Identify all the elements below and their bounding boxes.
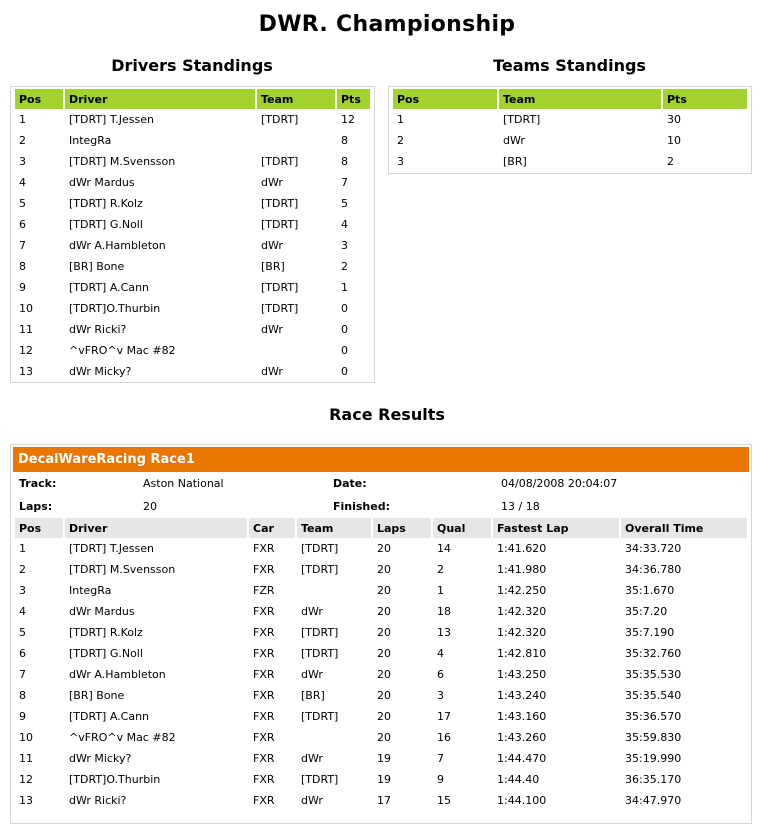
team-cell: [TDRT]	[261, 281, 299, 294]
date-value: 04/08/2008 20:04:07	[501, 477, 618, 490]
date-label: Date:	[333, 477, 367, 490]
teams-standings-title: Teams Standings	[493, 56, 646, 75]
pos-cell: 1	[19, 113, 26, 126]
pts-cell: 0	[341, 302, 348, 315]
track-label: Track:	[19, 477, 57, 490]
race-info-row	[15, 472, 747, 495]
qual-cell: 13	[437, 626, 451, 639]
col-header-pts: Pts	[663, 89, 747, 109]
qual-cell: 1	[437, 584, 444, 597]
laps-cell: 20	[377, 563, 391, 576]
driver-cell: [TDRT] T.Jessen	[69, 113, 154, 126]
car-cell: FXR	[253, 647, 275, 660]
overall-time-cell: 35:7.20	[625, 605, 668, 618]
team-cell: [TDRT]	[301, 647, 339, 660]
overall-time-cell: 35:19.990	[625, 752, 682, 765]
car-cell: FZR	[253, 584, 275, 597]
driver-cell: [TDRT] R.Kolz	[69, 197, 143, 210]
team-cell: dWr	[261, 323, 283, 336]
table-row	[15, 559, 747, 580]
pos-cell: 7	[19, 239, 26, 252]
driver-cell: dWr Micky?	[69, 752, 132, 765]
car-cell: FXR	[253, 794, 275, 807]
pos-cell: 4	[19, 605, 26, 618]
driver-cell: [TDRT] G.Noll	[69, 218, 143, 231]
car-cell: FXR	[253, 710, 275, 723]
col-header-team: Team	[297, 518, 371, 538]
qual-cell: 4	[437, 647, 444, 660]
car-cell: FXR	[253, 605, 275, 618]
fastest-lap-cell: 1:42.320	[497, 626, 547, 639]
laps-cell: 20	[377, 731, 391, 744]
qual-cell: 14	[437, 542, 451, 555]
pts-cell: 3	[341, 239, 348, 252]
driver-cell: [TDRT] M.Svensson	[69, 563, 176, 576]
qual-cell: 3	[437, 689, 444, 702]
pos-cell: 5	[19, 197, 26, 210]
teams-standings-table	[391, 89, 749, 172]
fastest-lap-cell: 1:43.250	[497, 668, 547, 681]
table-row	[15, 277, 370, 298]
pts-cell: 1	[341, 281, 348, 294]
driver-cell: IntegRa	[69, 134, 112, 147]
driver-cell: [TDRT] R.Kolz	[69, 626, 143, 639]
qual-cell: 17	[437, 710, 451, 723]
team-cell: [TDRT]	[261, 302, 299, 315]
pos-cell: 11	[19, 323, 33, 336]
driver-cell: dWr Mardus	[69, 605, 135, 618]
pos-cell: 2	[19, 134, 26, 147]
race-results-table	[13, 518, 749, 811]
col-header-driver: Driver	[65, 89, 255, 109]
overall-time-cell: 35:59.830	[625, 731, 682, 744]
team-cell: [TDRT]	[301, 542, 339, 555]
fastest-lap-cell: 1:43.240	[497, 689, 547, 702]
table-row	[15, 130, 370, 151]
team-cell: [TDRT]	[301, 626, 339, 639]
fastest-lap-cell: 1:42.320	[497, 605, 547, 618]
driver-cell: [BR] Bone	[69, 260, 125, 273]
col-header-qual: Qual	[433, 518, 491, 538]
laps-cell: 19	[377, 752, 391, 765]
driver-cell: [TDRT] A.Cann	[69, 710, 150, 723]
table-row	[15, 151, 370, 172]
pos-cell: 3	[19, 584, 26, 597]
qual-cell: 2	[437, 563, 444, 576]
team-cell: dWr	[261, 176, 283, 189]
team-cell: dWr	[301, 605, 323, 618]
fastest-lap-cell: 1:41.620	[497, 542, 547, 555]
laps-cell: 20	[377, 584, 391, 597]
table-row	[15, 643, 747, 664]
driver-cell: dWr Micky?	[69, 365, 132, 378]
table-row	[15, 538, 747, 559]
team-cell: dWr	[261, 239, 283, 252]
pts-cell: 2	[341, 260, 348, 273]
laps-cell: 20	[377, 710, 391, 723]
col-header-pos: Pos	[393, 89, 497, 109]
laps-cell: 20	[377, 647, 391, 660]
car-cell: FXR	[253, 731, 275, 744]
table-row	[15, 769, 747, 790]
pts-cell: 0	[341, 323, 348, 336]
overall-time-cell: 34:33.720	[625, 542, 682, 555]
table-row	[15, 664, 747, 685]
pts-cell: 12	[341, 113, 355, 126]
fastest-lap-cell: 1:44.40	[497, 773, 540, 786]
table-row	[15, 748, 747, 769]
pts-cell: 0	[341, 344, 348, 357]
pos-cell: 10	[19, 302, 33, 315]
table-row	[15, 340, 370, 361]
team-cell: dWr	[301, 752, 323, 765]
fastest-lap-cell: 1:43.160	[497, 710, 547, 723]
laps-value: 20	[143, 500, 157, 513]
driver-cell: dWr A.Hambleton	[69, 668, 166, 681]
overall-time-cell: 35:35.530	[625, 668, 682, 681]
pts-cell: 2	[667, 155, 674, 168]
car-cell: FXR	[253, 689, 275, 702]
table-row	[15, 685, 747, 706]
col-header-team: Team	[499, 89, 661, 109]
drivers-standings-table	[13, 89, 372, 382]
team-cell: [TDRT]	[261, 155, 299, 168]
pts-cell: 7	[341, 176, 348, 189]
qual-cell: 18	[437, 605, 451, 618]
qual-cell: 9	[437, 773, 444, 786]
fastest-lap-cell: 1:42.250	[497, 584, 547, 597]
table-row	[15, 319, 370, 340]
pos-cell: 12	[19, 773, 33, 786]
pos-cell: 1	[19, 542, 26, 555]
table-row	[15, 790, 747, 811]
teams-standings-body	[393, 109, 747, 172]
pos-cell: 6	[19, 218, 26, 231]
fastest-lap-cell: 1:44.470	[497, 752, 547, 765]
table-header-row	[15, 518, 747, 538]
overall-time-cell: 35:36.570	[625, 710, 682, 723]
team-cell: [BR]	[301, 689, 325, 702]
driver-cell: [TDRT] A.Cann	[69, 281, 150, 294]
table-row	[393, 151, 747, 172]
qual-cell: 15	[437, 794, 451, 807]
laps-label: Laps:	[19, 500, 53, 513]
pos-cell: 1	[397, 113, 404, 126]
team-cell: dWr	[503, 134, 525, 147]
team-cell: [TDRT]	[503, 113, 541, 126]
fastest-lap-cell: 1:42.810	[497, 647, 547, 660]
driver-cell: [TDRT]O.Thurbin	[69, 302, 161, 315]
team-cell: [TDRT]	[261, 197, 299, 210]
table-row	[15, 727, 747, 748]
driver-cell: dWr A.Hambleton	[69, 239, 166, 252]
qual-cell: 7	[437, 752, 444, 765]
pts-cell: 30	[667, 113, 681, 126]
car-cell: FXR	[253, 752, 275, 765]
team-cell: [TDRT]	[301, 563, 339, 576]
table-row	[393, 130, 747, 151]
race-name: DecalWareRacing Race1	[13, 447, 749, 472]
overall-time-cell: 34:36.780	[625, 563, 682, 576]
table-header-row	[393, 89, 747, 109]
pos-cell: 9	[19, 710, 26, 723]
table-row	[15, 172, 370, 193]
pts-cell: 10	[667, 134, 681, 147]
team-cell	[257, 130, 335, 151]
overall-time-cell: 36:35.170	[625, 773, 682, 786]
laps-cell: 20	[377, 542, 391, 555]
driver-cell: ^vFRO^v Mac #82	[69, 344, 176, 357]
laps-cell: 17	[377, 794, 391, 807]
race-results-panel	[10, 444, 752, 824]
col-header-driver: Driver	[65, 518, 247, 538]
overall-time-cell: 35:32.760	[625, 647, 682, 660]
team-cell: dWr	[301, 668, 323, 681]
pts-cell: 8	[341, 155, 348, 168]
overall-time-cell: 34:47.970	[625, 794, 682, 807]
driver-cell: [TDRT]O.Thurbin	[69, 773, 161, 786]
drivers-standings-title: Drivers Standings	[111, 56, 273, 75]
laps-cell: 20	[377, 626, 391, 639]
table-row	[15, 235, 370, 256]
table-row	[15, 622, 747, 643]
race-results-title: Race Results	[329, 405, 445, 424]
drivers-standings-panel	[10, 86, 375, 383]
finished-label: Finished:	[333, 500, 390, 513]
pos-cell: 8	[19, 260, 26, 273]
col-header-team: Team	[257, 89, 335, 109]
pos-cell: 3	[19, 155, 26, 168]
col-header-laps: Laps	[373, 518, 431, 538]
pos-cell: 12	[19, 344, 33, 357]
table-row	[393, 109, 747, 130]
overall-time-cell: 35:1.670	[625, 584, 675, 597]
col-header-car: Car	[249, 518, 295, 538]
laps-cell: 19	[377, 773, 391, 786]
race-info-table	[13, 472, 749, 518]
race-info-row	[15, 495, 747, 518]
driver-cell: [TDRT] T.Jessen	[69, 542, 154, 555]
pts-cell: 8	[341, 134, 348, 147]
team-cell: [TDRT]	[261, 218, 299, 231]
overall-time-cell: 35:35.540	[625, 689, 682, 702]
team-cell: dWr	[261, 365, 283, 378]
driver-cell: dWr Ricki?	[69, 323, 127, 336]
team-cell	[257, 340, 335, 361]
team-cell: dWr	[301, 794, 323, 807]
driver-cell: [TDRT] M.Svensson	[69, 155, 176, 168]
team-cell: [TDRT]	[301, 710, 339, 723]
car-cell: FXR	[253, 626, 275, 639]
teams-standings-panel	[388, 86, 752, 174]
table-row	[15, 193, 370, 214]
pos-cell: 7	[19, 668, 26, 681]
race-results-body	[15, 538, 747, 811]
fastest-lap-cell: 1:41.980	[497, 563, 547, 576]
fastest-lap-cell: 1:43.260	[497, 731, 547, 744]
pos-cell: 6	[19, 647, 26, 660]
table-header-row	[15, 89, 370, 109]
col-header-pos: Pos	[15, 89, 63, 109]
driver-cell: dWr Mardus	[69, 176, 135, 189]
pts-cell: 0	[341, 365, 348, 378]
car-cell: FXR	[253, 563, 275, 576]
table-row	[15, 256, 370, 277]
team-cell: [BR]	[503, 155, 527, 168]
laps-cell: 20	[377, 605, 391, 618]
car-cell: FXR	[253, 668, 275, 681]
track-value: Aston National	[143, 477, 224, 490]
pos-cell: 9	[19, 281, 26, 294]
driver-cell: IntegRa	[69, 584, 112, 597]
team-cell	[297, 580, 371, 601]
pos-cell: 4	[19, 176, 26, 189]
team-cell: [TDRT]	[261, 113, 299, 126]
table-row	[15, 361, 370, 382]
drivers-standings-body	[15, 109, 370, 382]
table-row	[15, 109, 370, 130]
table-row	[15, 298, 370, 319]
col-header-fastest-lap: Fastest Lap	[493, 518, 619, 538]
pos-cell: 2	[19, 563, 26, 576]
finished-value: 13 / 18	[501, 500, 540, 513]
driver-cell: [BR] Bone	[69, 689, 125, 702]
pts-cell: 5	[341, 197, 348, 210]
team-cell: [TDRT]	[301, 773, 339, 786]
table-row	[15, 214, 370, 235]
pos-cell: 8	[19, 689, 26, 702]
table-row	[15, 706, 747, 727]
table-row	[15, 601, 747, 622]
col-header-pts: Pts	[337, 89, 370, 109]
laps-cell: 20	[377, 689, 391, 702]
pos-cell: 3	[397, 155, 404, 168]
driver-cell: dWr Ricki?	[69, 794, 127, 807]
col-header-pos: Pos	[15, 518, 63, 538]
pos-cell: 13	[19, 365, 33, 378]
qual-cell: 16	[437, 731, 451, 744]
fastest-lap-cell: 1:44.100	[497, 794, 547, 807]
table-row	[15, 580, 747, 601]
driver-cell: [TDRT] G.Noll	[69, 647, 143, 660]
pos-cell: 10	[19, 731, 33, 744]
qual-cell: 6	[437, 668, 444, 681]
col-header-overall-time: Overall Time	[621, 518, 747, 538]
page-title: DWR. Championship	[258, 12, 516, 37]
pos-cell: 11	[19, 752, 33, 765]
driver-cell: ^vFRO^v Mac #82	[69, 731, 176, 744]
pos-cell: 2	[397, 134, 404, 147]
team-cell: [BR]	[261, 260, 285, 273]
pts-cell: 4	[341, 218, 348, 231]
laps-cell: 20	[377, 668, 391, 681]
pos-cell: 13	[19, 794, 33, 807]
pos-cell: 5	[19, 626, 26, 639]
team-cell	[297, 727, 371, 748]
overall-time-cell: 35:7.190	[625, 626, 675, 639]
car-cell: FXR	[253, 542, 275, 555]
car-cell: FXR	[253, 773, 275, 786]
